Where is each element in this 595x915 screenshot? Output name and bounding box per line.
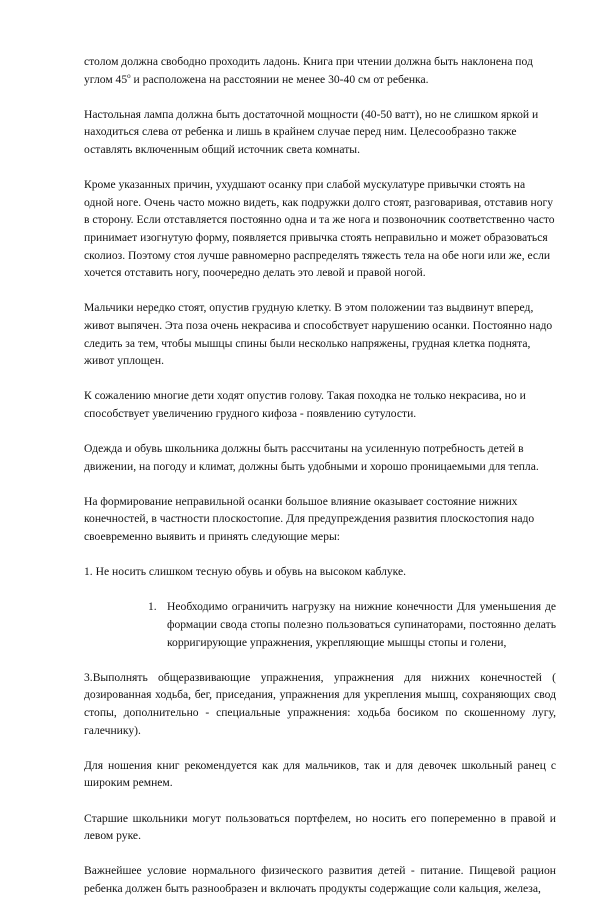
list-item-load-limit xyxy=(148,598,556,651)
paragraph-clothing: Одежда и обувь школьника должны быть рассчитаны на усиленную потребность детей в движении, на погоду и климат, должны быть удобными и хорошо проницаемыми для тепла. xyxy=(84,442,539,473)
paragraph-desk-lamp: Настольная лампа должна быть достаточной мощности (40-50 ватт), но не слишком яркой и находиться слева от ребенка и лишь в крайнем случае перед ним. Целесообразно также оставлять включенным общий источник света комнаты. xyxy=(84,107,539,156)
paragraph-flat-feet: На формирование неправильной осанки большое влияние оказывает состояние нижних конечностей, в частности плоскостопие. Для предупреждения развития плоскостопия надо своевременно выявить и принять следующие меры: xyxy=(84,494,535,544)
paragraph-text: столом должна свободно проходить ладонь. Книга при чтении должна быть наклонена под углом 45 xyxy=(84,55,533,86)
paragraph-briefcase: Старшие школьники могут пользоваться портфелем, но носить его попеременно в правой и левом руке. xyxy=(84,811,556,843)
paragraph-school-bag: Для ношения книг рекомендуется как для мальчиков, так и для девочек школьный ранец с широким ремнем. xyxy=(84,758,556,790)
paragraph-head-down: К сожалению многие дети ходят опустив голову. Такая походка не только некрасива, но и способствует увеличению грудного кифоза - появлению сутулости. xyxy=(84,389,526,420)
paragraph-nutrition: Важнейшее условие нормального физического развития детей - питание. Пищевой рацион ребенка должен быть разнообразен и включать продукты содержащие соли кальция, железа, xyxy=(84,864,556,895)
list-item-text: Необходимо ограничить нагрузку на нижние конечности Для уменьшения де формации свода стопы полезно пользоваться супинаторами, постоянно делать корригирующие упражнения, укрепляющие мышцы стопы и голени, xyxy=(167,600,556,649)
degree-sign: о xyxy=(127,71,131,80)
paragraph-shoes: 1. Не носить слишком тесную обувь и обувь на высоком каблуке. xyxy=(84,565,407,579)
document-page xyxy=(84,53,556,915)
paragraph-boys-posture: Мальчики нередко стоят, опустив грудную клетку. В этом положении таз выдвинут вперед, живот выпячен. Эта поза очень некрасива и способствует нарушению осанки. Постоянно надо следить за тем, чтобы мышцы спины были несколько напряжены, грудная клетка поднята, живот уплощен. xyxy=(84,301,553,368)
list-number: 1. xyxy=(148,600,157,614)
paragraph-standing-habits: Кроме указанных причин, ухудшают осанку при слабой мускулатуре привычки стоять на одной ноге. Очень часто можно видеть, как подружки долго стоят, разговаривая, отставив ногу в сторону. Если отставляется постоянно одна и та же нога и позвоночник соответственно часто принимает изогнутую форму, появляется привычка стоять неправильно и может образоваться сколиоз. Поэтому стоя лучше равномерно распределять тяжесть тела на обе ноги или же, если хочется отставить ногу, поочередно делать это левой и правой ногой. xyxy=(84,178,555,280)
paragraph-exercises: 3.Выполнять общеразвивающие упражнения, упражнения для нижних конечностей ( дозированная ходьба, бег, приседания, упражнения для укрепления мышц, сохраняющих свод стопы, дополнительно - специальные упражнения: ходьба босиком по скошенному лугу, галечнику). xyxy=(84,670,556,737)
paragraph-book-angle xyxy=(84,53,556,88)
paragraph-text: и расположена на расстоянии не менее 30-40 см от ребенка. xyxy=(130,72,429,86)
